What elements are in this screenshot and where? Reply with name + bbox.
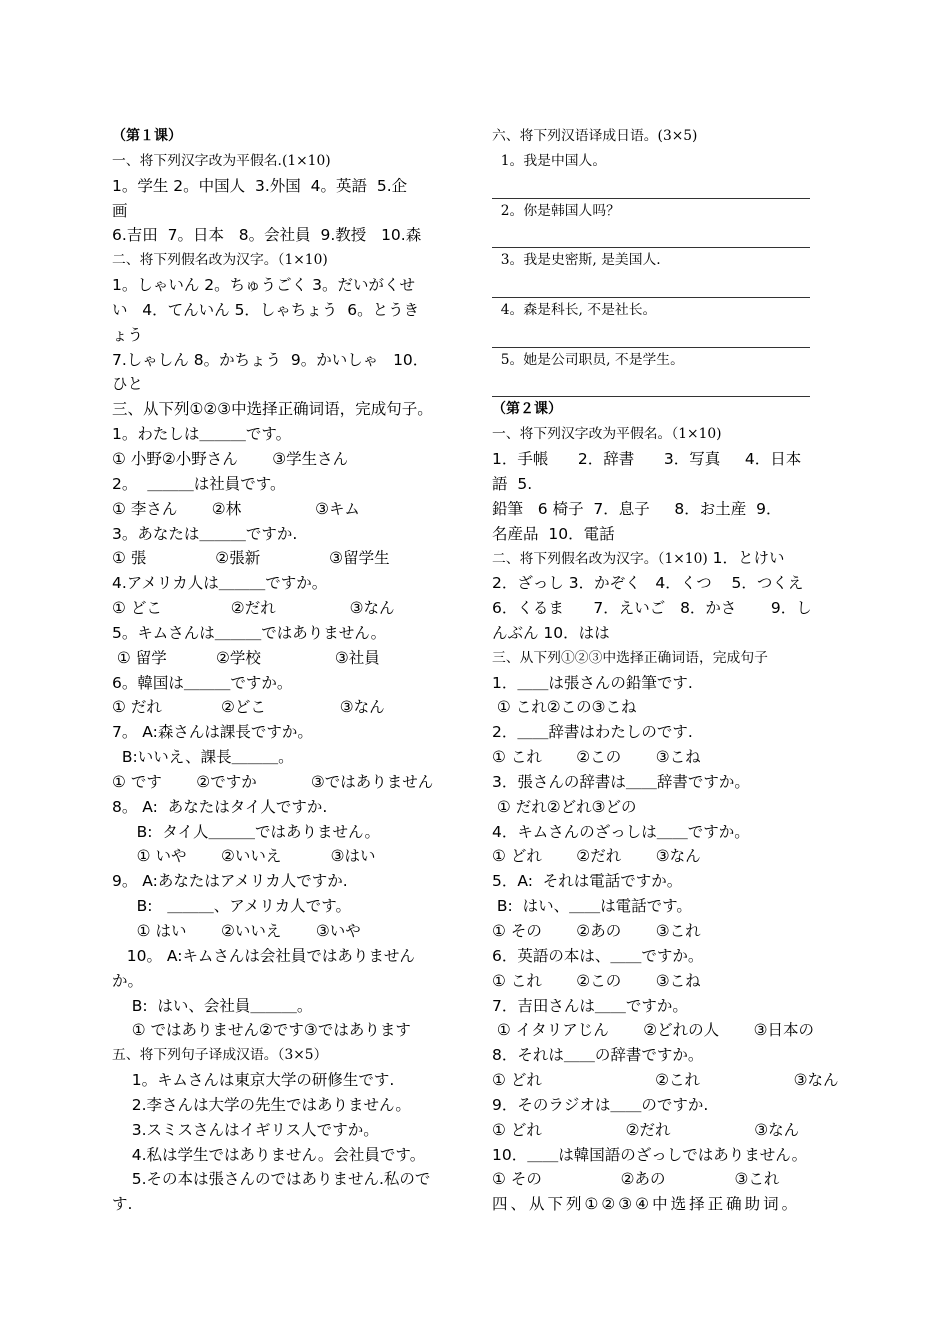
question-line: 3.スミスさんはイギリス人ですか。: [112, 1120, 379, 1139]
translation-item: 5。她是公司职员, 不是学生。: [492, 351, 684, 368]
question-line: 9．そのラジオは＿＿のですか.: [492, 1095, 709, 1114]
answer-line[interactable]: [492, 372, 810, 397]
question-line: ① どれ ②これ ③なん: [492, 1071, 839, 1090]
section-heading: 六、将下列汉语译成日语。(3×5): [492, 128, 698, 144]
question-line: ① だれ②どれ③どの: [492, 797, 637, 816]
question-line: 名産品 10．電話: [492, 524, 615, 543]
answer-line[interactable]: [492, 174, 810, 199]
question-line: ① 李さん ②林 ③キム: [112, 499, 360, 518]
question-line: ① はい ②いいえ ③いや: [112, 922, 361, 940]
question-line: ① いや ②いいえ ③はい: [112, 847, 376, 866]
question-line: 10。 A:キムさんは会社員ではありません: [112, 946, 415, 965]
question-line: B: ＿＿＿、アメリカ人です。: [112, 897, 351, 916]
question-line: 6。韓国は＿＿＿ですか。: [112, 673, 293, 692]
lesson1-title: （第１课）: [112, 128, 182, 144]
translation-item: 4。森是科长, 不是社长。: [492, 301, 657, 318]
question-line: ① 留学 ②学校 ③社員: [112, 648, 380, 667]
question-line: ① だれ ②どこ ③なん: [112, 698, 385, 717]
question-line: ① これ②この③こね: [492, 698, 637, 717]
question-line: ① どれ ②だれ ③なん: [492, 1120, 800, 1139]
question-line: B: はい、会社員＿＿＿。: [112, 996, 313, 1015]
translation-item: 2。你是韩国人吗？: [492, 202, 620, 219]
question-line: ① 張 ②張新 ③留学生: [112, 549, 390, 568]
section-heading: 一、将下列汉字改为平假名。（1×10): [492, 426, 722, 443]
question-line: 8．それは＿＿の辞書ですか。: [492, 1046, 704, 1065]
question-line: 7.しゃしん 8。かちょう 9。かいしゃ 10．: [112, 350, 429, 369]
section-heading: 三、从下列①②③中选择正确词语，完成句子: [492, 649, 768, 666]
section-heading: 五、将下列句子译成汉语。（3×5）: [112, 1047, 328, 1064]
question-line: 1。しゃいん 2。ちゅうごく 3。だいがくせ: [112, 276, 415, 295]
question-line: 1．とけい: [707, 549, 785, 568]
question-line: 5．A: それは電話ですか。: [492, 872, 683, 891]
question-line: 10．＿＿は韓国語のざっしではありません。: [492, 1145, 808, 1164]
question-line: B: タイ人＿＿＿ではありません。: [112, 822, 380, 841]
question-line: す.: [112, 1195, 133, 1214]
left-column: [112, 124, 468, 1217]
question-line: ① です ②ですか ③ではありません: [112, 772, 434, 791]
answer-line[interactable]: [492, 323, 810, 348]
question-line: 5。キムさんは＿＿＿ではありません。: [112, 623, 387, 642]
question-line: ょう: [112, 325, 144, 344]
question-line: ① どれ ②だれ ③なん: [492, 847, 701, 866]
question-line: ① イタリアじん ②どれの人 ③日本の: [492, 1021, 815, 1040]
question-line: ① その ②あの ③これ: [492, 922, 701, 940]
question-line: 7．吉田さんは＿＿ですか。: [492, 996, 688, 1015]
section-heading: 一、将下列汉字改为平假名.(1×10): [112, 152, 331, 169]
question-line: 1。学生 2。中国人 3.外国 4。英語 5.企: [112, 176, 408, 195]
section-heading-line: [492, 546, 842, 571]
section-heading: 三、从下列①②③中选择正确词语，完成句子。: [112, 400, 433, 419]
question-line: 6．くるま 7．えいご 8．かさ 9．し: [492, 599, 812, 618]
question-line: 8。 A: あなたはタイ人ですか.: [112, 797, 328, 816]
question-line: 5.その本は張さんのではありません.私ので: [112, 1170, 431, 1189]
question-line: か。: [112, 971, 144, 990]
question-line: 語 5.: [492, 474, 533, 493]
section-heading: 二、将下列假名改为汉字。（1×10): [112, 252, 328, 269]
question-line: 9。 A:あなたはアメリカ人ですか.: [112, 872, 348, 891]
answer-line[interactable]: [492, 223, 810, 248]
question-line: 鉛筆 6 椅子 7．息子 8．お土産 9．: [492, 499, 782, 518]
question-line: B:いいえ、課長＿＿＿。: [112, 748, 294, 767]
question-line: 6.吉田 7。日本 8。会社員 9.教授 10.森: [112, 226, 422, 245]
question-line: んぶん 10．はは: [492, 623, 610, 642]
right-column: [492, 124, 842, 1217]
question-line: 4.アメリカ人は＿＿＿ですか。: [112, 574, 328, 593]
question-line: 4.私は学生ではありません。会社員です。: [112, 1145, 426, 1164]
question-line: B: はい、＿＿は電話です。: [492, 897, 692, 916]
translation-item: 1。我是中国人。: [492, 152, 607, 169]
question-line: 2．＿＿辞書はわたしのです.: [492, 723, 693, 742]
section-heading: 二、将下列假名改为汉字。（1×10): [492, 551, 708, 568]
question-line: 2.李さんは大学の先生ではありません。: [112, 1095, 411, 1114]
question-line: ひと: [112, 375, 144, 394]
question-line: 2．ざっし 3．かぞく 4．くつ 5．つくえ: [492, 574, 804, 593]
question-line: ① これ ②この ③こね: [492, 748, 701, 767]
question-line: 4．キムさんのざっしは＿＿ですか。: [492, 822, 750, 841]
question-line: ① これ ②この ③こね: [492, 971, 701, 990]
question-line: 7。 A:森さんは課長ですか。: [112, 723, 313, 742]
question-line: 2。 ＿＿＿は社員です。: [112, 474, 286, 493]
question-line: 6．英語の本は、＿＿ですか。: [492, 946, 704, 965]
question-line: ① その ②あの ③これ: [492, 1170, 780, 1189]
question-line: ① どこ ②だれ ③なん: [112, 599, 395, 618]
lesson2-title: （第２课）: [492, 401, 562, 418]
question-line: ① ではありません②です③ではあります: [112, 1021, 411, 1040]
question-line: 1。キムさんは東京大学の研修生です.: [112, 1071, 395, 1090]
question-line: 1．手帳 2．辞書 3．写真 4．日本: [492, 449, 802, 468]
question-line: ① 小野②小野さん ③学生さん: [112, 449, 349, 468]
section-heading: 四、从下列①②③④中选择正确助词。: [492, 1195, 801, 1214]
question-line: 3．張さんの辞書は＿＿辞書ですか。: [492, 772, 750, 791]
question-line: 1。わたしは＿＿＿です。: [112, 425, 292, 444]
answer-line[interactable]: [492, 273, 810, 298]
translation-item: 3。我是史密斯, 是美国人.: [492, 252, 661, 269]
question-line: 3。あなたは＿＿＿ですか.: [112, 524, 298, 543]
question-line: い 4．てんいん 5．しゃちょう 6。とうき: [112, 300, 420, 319]
question-line: 1．＿＿は張さんの鉛筆です.: [492, 673, 693, 692]
question-line: 画: [112, 201, 128, 220]
